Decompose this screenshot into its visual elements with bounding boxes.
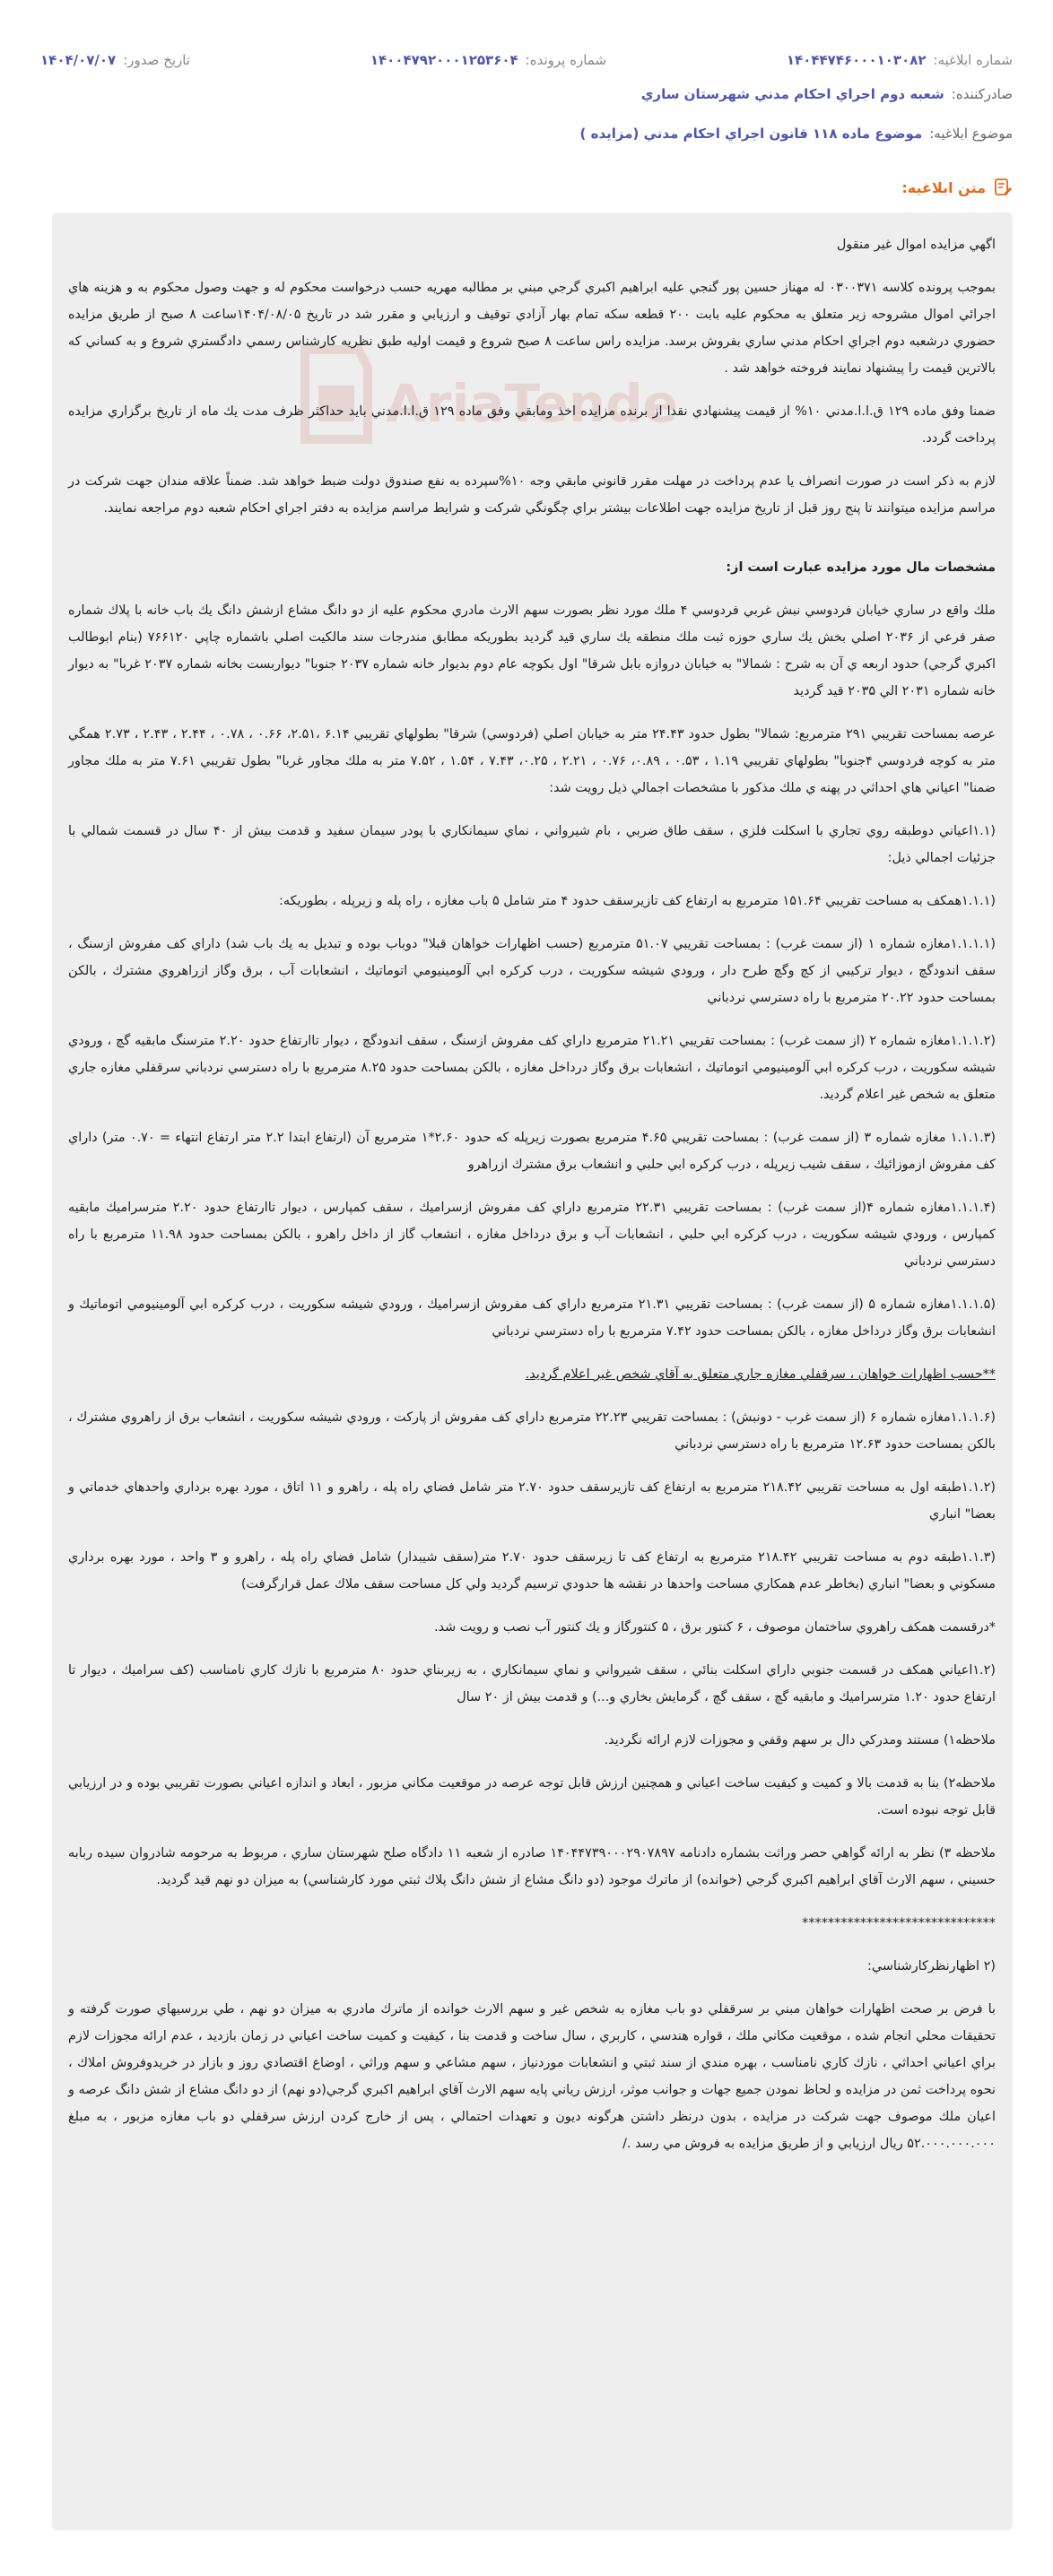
file-number: شماره پرونده: ۱۴۰۰۴۷۹۲۰۰۰۱۲۵۳۶۰۴ bbox=[370, 52, 607, 68]
body-paragraph: (۱.۱.۱.۶مغازه شماره ۶ (از سمت غرب - دونبش) : بمساحت تقريبي ۲۲.۲۳ مترمربع داراي كف مفروش از پاركت ، ورودي شيشه سكوريت ، انشعاب برق از راهروي مشترك ، بالكن بمساحت حدود ۱۲.۶۳ مترمربع با راه دسترسي نردباني bbox=[68, 1410, 996, 1452]
body-paragraph: لازم به ذكر است در صورت انصراف يا عدم پرداخت در مهلت مقرر قانوني مابقي وجه ۱۰%سپرده به نفع صندوق دولت ضبط خواهد شد. ضمناً علاقه مندان جهت شركت در مراسم مزايده ميتوانند تا پنج روز قبل از تاريخ مزايده جهت اطلاعات بيشتر براي چگونگي شركت و شرايط مراسم مزايده به دفتر اجراي احكام شعبه دوم مراجعه نمايند. bbox=[68, 474, 996, 516]
issue-date: تاریخ صدور: ۱۴۰۴/۰۷/۰۷ bbox=[40, 52, 190, 68]
body-paragraph: با فرض بر صحت اظهارات خواهان مبني بر سرقفلي دو باب مغازه به شخص غير و سهم الارث خوانده از ماترك مادري به ميزان دو نهم ، طي بررسيهاي صورت گرفته و تحقيقات محلي انجام شده ، موقعيت مكاني ملك ، قواره هندسي ، كاربري ، سال ساخت و قدمت بنا ، كيفيت و كميت ساخت اعياني در زمان بازديد ، عدم ارائه مجوزات لازم براي اعياني احداثي ، نازك كاري نامناسب ، بهره مندي از سند ثبتي و انشعابات موردنياز ، سهم مشاعي و سهم وراثي ، اوضاع اقتصادي روز و بازار در خريدوفروش املاك ، نحوه پرداخت ثمن در مزايده و لحاظ نمودن جميع جهات و جوانب موثر، ارزش رياني پايه سهم الارث آقاي ابراهيم اكبري گرجي(دو نهم) از دو دانگ مشاع از شش دانگ عرصه و اعيان ملك موصوف جهت شركت در مزايده ، بدون درنظر داشتن هرگونه ديون و تعهدات احتمالي ، پس از خارج كردن ارزش سرقفلي دو باب مغازه مزبور ، به مبلغ ۵۲.۰۰۰.۰۰۰.۰۰۰ ريال ارزيابي و از طريق مزايده به فروش مي رسد ./ bbox=[68, 2002, 996, 2151]
body-paragraph: ملاحظه ۳) نظر به ارائه گواهي حصر وراثت بشماره دادنامه ۱۴۰۴۴۷۳۹۰۰۰۲۹۰۷۸۹۷ صادره از شعبه ۱۱ دادگاه صلح شهرستان ساري ، مربوط به مرحومه شادروان سيده ربابه حسيني ، سهم الارث آقاي ابراهيم اكبري گرجي (خوانده) از ماترك موجود (دو دانگ مشاع از شش دانگ پلاك ثبتي مورد كارشناسي) به ميزان دو نهم قيد گرديد. bbox=[68, 1846, 996, 1887]
body-heading: اگهي مزايده اموال غير منقول bbox=[836, 238, 996, 252]
body-paragraph: (۱.۲اعياني همكف در قسمت جنوبي داراي اسكلت بنائي ، سقف شيرواني و نماي سيمانكاري ، به زيربناي حدود ۸۰ مترمربع با نازك كاري نامناسب (كف سراميك ، ديوار تا ارتفاع حدود ۱.۲۰ مترسراميك و مابقيه گچ ، سقف گچ ، گرمايش بخاري و...) و قدمت بيش از ۲۰ سال bbox=[68, 1663, 996, 1704]
body-paragraph: ملاحظه۱) مستند ومدركي دال بر سهم وقفي و مجوزات لازم ارائه نگرديد. bbox=[604, 1733, 996, 1748]
body-paragraph: (۱.۱.۱.۱مغازه شماره ۱ (از سمت غرب) : بمساحت تقريبي ۵۱.۰۷ مترمربع (حسب اظهارات خواهان قبلا" دوباب بوده و تبديل به يك باب شد) داراي كف مفروش ازسنگ ، سقف اندودگچ ، ديوار تركيبي از كچ وگچ طرح دار ، ورودي شيشه سكوريت ، درب كركره ابي آلومينيومي اتوماتيك ، انشعابات آب ، برق وگاز ازراهروي مشترك ، بالكن بمساحت حدود ۲۰.۲۲ مترمربع با راه دسترسي نردباني bbox=[68, 937, 996, 1005]
section-title: متن ابلاغیه: bbox=[901, 178, 986, 196]
notice-text-header bbox=[901, 178, 1013, 197]
body-paragraph: (۱.۱.۳طبقه دوم به مساحت تقريبي ۲۱۸.۴۲ مترمربع به ارتفاع كف تا زيرسقف حدود ۲.۷۰ متر(سقف شيبدار) شامل فضاي راه پله ، راهرو و ۳ واحد ، مورد بهره برداري مسكوني و بعضا" انباري (بخاطر عدم همكاري مساحت واحدها در نقشه ها حدودي ترسيم گرديد ولي كل مساحت سقف ملاك عمل قرارگرفت) bbox=[68, 1550, 996, 1592]
body-paragraph: عرصه بمساحت تقريبي ۲۹۱ مترمربع: شمالا" بطول حدود ۲۴.۴۳ متر به خيابان اصلي (فردوسي) شرقا" بطولهاي تقريبي ۶.۱۴ ،۲.۵۱، ۰.۶۶ ، ۰.۷۸ ، ۲.۴۴ ، ۲.۴۳ ، ۲.۷۳ همگي متر به كوچه فردوسي ۴جنوبا" بطولهاي تقريبي ۱.۱۹ ، ۰.۵۳ ، ۰.۸۹، ۰.۷۶ ، ۲.۲۱ ، ۰.۲۵، ۷.۴۳ ، ۱.۵۴ ، ۷.۵۲ متر به ملك مجاور غربا" بطول تقريبي ۷.۶۱ متر به ملك مجاور ضمنا" اعياني هاي احداثي در پهنه ي ملك مذكور با مشخصات اجمالي ذيل رويت شد: bbox=[68, 727, 996, 795]
subject-row: موضوع ابلاغیه: موضوع ماده ۱۱۸ قانون اجراي احكام مدني (مزايده ) bbox=[579, 126, 1013, 142]
body-paragraph: (۱.۱.۱.۲مغازه شماره ۲ (از سمت غرب) : بمساحت تقريبي ۲۱.۲۱ مترمربع داراي كف مفروش ازسنگ ، سقف اندودگچ ، ديوار تاارتفاع حدود ۲.۲۰ مترسنگ مابقيه گچ ، ورودي شيشه سكوريت ، درب كركره ابي آلومينيومي اتوماتيك ، انشعابات برق وگاز درداخل مغازه ، بالكن بمساحت حدود ۸.۲۵ مترمربع با راه دسترسي نردباني سرقفلي مغازه جاري متعلق به شخص غير اعلام گرديد. bbox=[68, 1034, 996, 1102]
notice-number: شماره ابلاغیه: ۱۴۰۴۴۷۴۶۰۰۰۱۰۳۰۸۲ bbox=[786, 52, 1013, 68]
body-paragraph: (۱.۱.۱همكف به مساحت تقريبي ۱۵۱.۶۴ مترمربع به ارتفاع كف تازيرسقف حدود ۴ متر شامل ۵ باب مغازه ، راه پله و زيرپله ، بطوريكه: bbox=[279, 894, 996, 908]
document-edit-icon bbox=[993, 178, 1013, 197]
body-paragraph: ملك واقع در ساري خيابان فردوسي نبش غربي فردوسي ۴ ملك مورد نظر بصورت سهم الارث مادري محكوم عليه از دو دانگ مشاع ازشش دانگ يك باب خانه با پلاك شماره صفر فرعي از ۲۰۳۶ اصلي بخش يك ساري حوزه ثبت ملك منطقه يك ساري قيد گرديد بطوريكه مطابق مندرجات سند مالكيت اصلي باشماره چاپي ۷۶۶۱۲۰ (بنام ابوطالب اكبري گرجي) حدود اربعه ي آن به شرح : شمالا" به خيابان دروازه بابل شرقا" اول بكوچه عام دوم بديوار خانه شماره ۲۰۳۷ جنوبا" ديواربست بخانه شماره ۲۰۳۷ غربا" به ديوار خانه شماره ۲۰۳۱ الي ۲۰۳۵ قيد گرديد bbox=[68, 603, 996, 698]
body-paragraph: (۱.۱.۲طبقه اول به مساحت تقريبي ۲۱۸.۴۲ مترمربع به ارتفاع كف تازيرسقف حدود ۲.۷۰ متر شامل فضاي راه پله ، راهرو و ۱۱ اتاق ، مورد بهره برداري واحدهاي خدماتي و بعضا" انباري bbox=[68, 1480, 996, 1522]
body-note: **حسب اظهارات خواهان ، سرقفلي مغازه جاري متعلق به آقاي شخص غير اعلام گرديد. bbox=[525, 1367, 996, 1382]
body-paragraph: (۲ اظهارنظركارشناسي: bbox=[867, 1959, 996, 1973]
body-paragraph: ملاحظه۲) بنا به قدمت بالا و كميت و كيفيت ساخت اعياني و همچنين ارزش قابل توجه عرصه در موقعيت مكاني مزبور ، ابعاد و اندازه اعياني بصورت تقريبي بوده و در ارزيابي قابل توجه نبوده است. bbox=[68, 1776, 996, 1817]
watermark-text: AriaTende bbox=[386, 373, 678, 434]
separator-stars: ****************************** bbox=[802, 1916, 996, 1930]
body-paragraph: ضمنا وفق ماده ۱۲۹ ق.ا.ا.مدني ۱۰% از قيمت پيشنهادي نقدا از برنده مزايده اخذ وما‌بقي وفق ماده ۱۲۹ ق.ا.ا.مدني بايد حداكثر ظرف مدت يك ماه از تاريخ برگزاري مزايده پرداخت گردد. bbox=[68, 404, 996, 446]
body-paragraph: بموجب پرونده كلاسه ۰۳۰۰۳۷۱ له مهناز حسين پور گنجي عليه ابراهيم اكبري گرجي مبني بر مطالبه مهريه حسب درخواست محكوم له و جهت وصول محكوم به و هزينه هاي اجرائي اموال مشروحه زير متعلق به محكوم عليه بابت ۲۰۰ قطعه سكه تمام بهار آزادي توقيف و ارزيابي و مقرر شد در تاريخ ۱۴۰۴/۰۸/۰۵ساعت ۸ صبح از طريق مزايده حضوري درشعبه دوم اجراي احكام مدني ساري بفروش برسد. مزايده راس ساعت ۸ صبح شروع و قيمت اوليه طبق نظريه كارشناس رسمي دادگستري شروع و به كساني كه بالاترين قيمت را پيشنهاد نمايند فروخته خواهد شد . bbox=[68, 281, 996, 376]
issuer-row: صادرکننده: شعبه دوم اجراي احكام مدني شهرستان ساري bbox=[640, 86, 1013, 102]
notice-body bbox=[68, 231, 996, 2173]
body-paragraph: (۱.۱.۱.۵مغازه شماره ۵ (از سمت غرب) : بمساحت تقريبي ۲۱.۳۱ مترمربع داراي كف مفروش ازسراميك ، ورودي شيشه سكوريت ، درب كركره ابي آلومينيومي اتوماتيك و انشعابات برق وگاز درداخل مغازه ، بالكن بمساحت حدود ۷.۴۲ مترمربع با راه دسترسي نردباني bbox=[68, 1297, 996, 1339]
body-paragraph: *درقسمت همكف راهروي ساختمان موصوف ، ۶ كنتور برق ، ۵ كنتورگاز و يك كنتور آب نصب و رويت شد. bbox=[434, 1620, 996, 1635]
body-paragraph: (۱.۱اعياني دوطبقه روي تجاري با اسكلت فلزي ، سقف طاق ضربي ، بام شيرواني ، نماي سيمانكاري با پودر سيمان سفيد و قدمت بيش از ۴۰ سال در قسمت شمالي با جزئيات اجمالي ذيل: bbox=[68, 824, 996, 865]
meta-row bbox=[40, 52, 1013, 74]
property-spec-heading: مشخصات مال مورد مزايده عبارت است از: bbox=[726, 560, 996, 575]
body-paragraph: (۱.۱.۱.۴مغازه شماره ۴(از سمت غرب) : بمساحت تقريبي ۲۲.۳۱ مترمربع داراي كف مفروش ازسراميك ، سقف كمپارس ، ديوار تاارتفاع حدود ۲.۲۰ مترسراميك مابقيه كمپارس ، ورودي شيشه سكوريت ، درب كركره ابي حلبي ، انشعابات آب و برق درداخل مغازه ، انشعاب گاز از داخل راهرو ، بالكن بمساحت حدود ۱۱.۹۸ مترمربع با راه دسترسي نردباني bbox=[68, 1201, 996, 1269]
body-paragraph: (۱.۱.۱.۳ مغازه شماره ۳ (از سمت غرب) : بمساحت تقريبي ۴.۶۵ مترمربع بصورت زيرپله كه حدود ۲.۶۰*۱ مترمربع آن (ارتفاع ابتدا ۲.۲ متر ارتفاع انتهاء = ۰.۷۰ متر) داراي كف مفروش ازموزائيك ، سقف شيب زيرپله ، درب كركره ابي حلبي و انشعاب برق مشترك ازراهرو bbox=[68, 1131, 996, 1172]
